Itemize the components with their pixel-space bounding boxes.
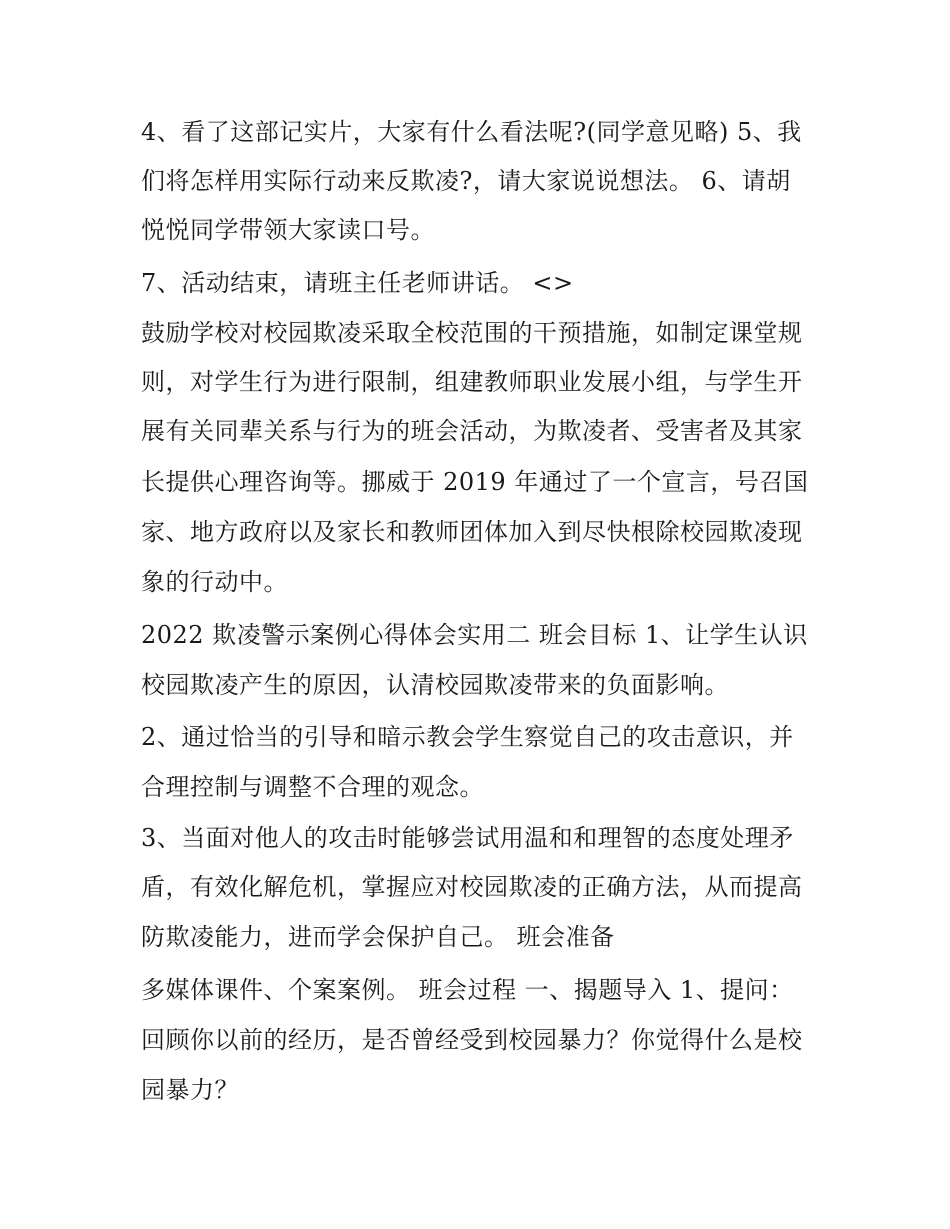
text-line: 鼓励学校对校园欺凌采取全校范围的干预措施，如制定课堂规	[141, 319, 803, 347]
text-line: 7、活动结束，请班主任老师讲话。 <>	[141, 269, 574, 297]
text-line: 盾，有效化解危机，掌握应对校园欺凌的正确方法，从而提高	[141, 873, 803, 901]
text-line: 则，对学生行为进行限制，组建教师职业发展小组，与学生开	[141, 368, 803, 396]
text-line: 展有关同辈关系与行为的班会活动，为欺凌者、受害者及其家	[141, 417, 803, 445]
text-line: 校园欺凌产生的原因，认清校园欺凌带来的负面影响。	[141, 671, 729, 699]
text-line: 们将怎样用实际行动来反欺凌?，请大家说说想法。 6、请胡	[141, 167, 791, 195]
text-line: 悦悦同学带领大家读口号。	[141, 216, 435, 244]
text-line: 多媒体课件、个案案例。 班会过程 一、揭题导入 1、提问：	[141, 976, 794, 1004]
text-line: 合理控制与调整不合理的观念。	[141, 773, 484, 801]
text-line: 防欺凌能力，进而学会保护自己。 班会准备	[141, 923, 615, 951]
text-line: 回顾你以前的经历，是否曾经受到校园暴力？你觉得什么是校	[141, 1026, 803, 1054]
text-line: 家、地方政府以及家长和教师团体加入到尽快根除校园欺凌现	[141, 518, 803, 546]
text-line: 2、通过恰当的引导和暗示教会学生察觉自己的攻击意识，并	[141, 723, 794, 751]
text-line: 园暴力？	[141, 1076, 239, 1104]
text-line: 长提供心理咨询等。挪威于 2019 年通过了一个宣言，号召国	[141, 468, 809, 496]
text-line: 4、看了这部记实片，大家有什么看法呢?(同学意见略) 5、我	[141, 118, 802, 146]
text-line: 象的行动中。	[141, 568, 288, 596]
text-line: 3、当面对他人的攻击时能够尝试用温和和理智的态度处理矛	[141, 824, 794, 852]
text-line: 2022 欺凌警示案例心得体会实用二 班会目标 1、让学生认识	[141, 621, 808, 649]
